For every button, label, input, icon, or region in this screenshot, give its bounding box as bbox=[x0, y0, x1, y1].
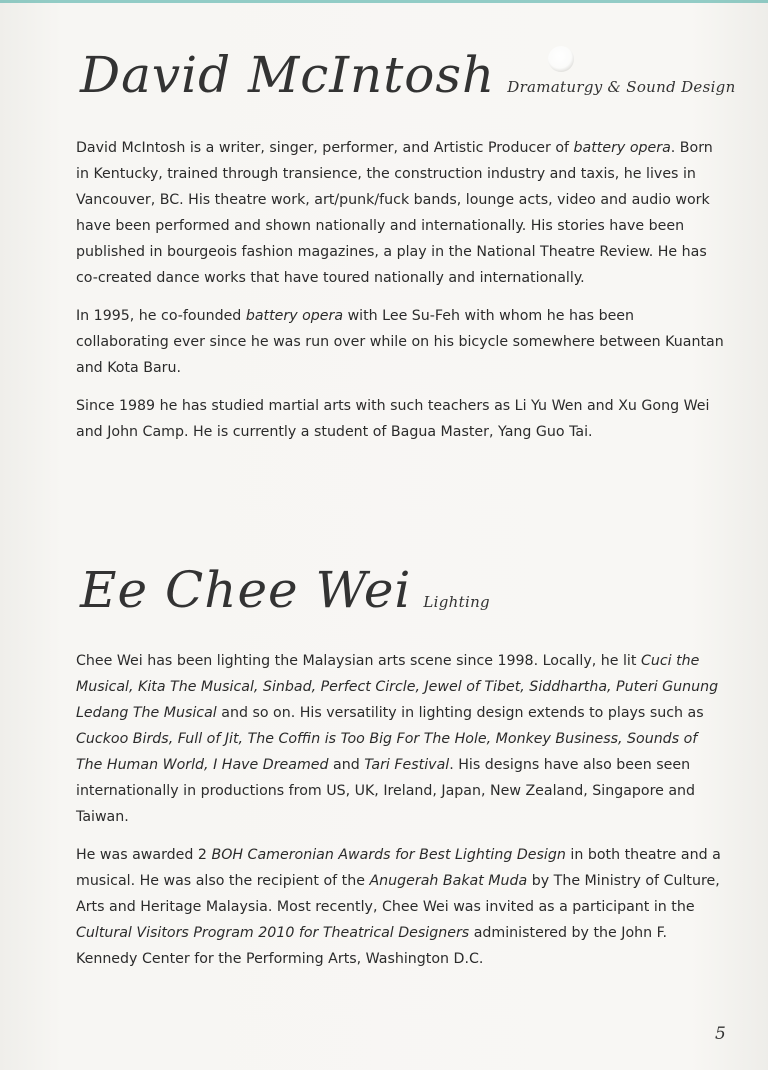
bio-paragraph bbox=[76, 648, 726, 830]
person-role: Lighting bbox=[423, 593, 490, 611]
italic-title-text: battery opera bbox=[573, 140, 671, 156]
body-text: in both theatre and a musical. He was also the recipient of the bbox=[76, 847, 721, 889]
body-text: David McIntosh is a writer, singer, performer, and Artistic Producer of bbox=[76, 140, 574, 156]
italic-title-text: Cuckoo Birds, Full of Jit, The Coffin is Too Big For The Hole, Monkey Business, Sounds of The Human World, I Have Dreamed bbox=[76, 731, 698, 773]
italic-title-text: Tari Festival bbox=[364, 757, 450, 773]
body-text: Since 1989 he has studied martial arts with such teachers as Li Yu Wen and Xu Gong Wei and John Camp. He is currently a student of Bagua Master, Yang Guo Tai. bbox=[76, 398, 710, 440]
body-text: . Born in Kentucky, trained through transience, the construction industry and taxis, he lives in Vancouver, BC. His theatre work, art/punk/fuck bands, lounge acts, video and audio work have been performed and shown nationally and internationally. His stories have been published in bourgeois fashion magazines, a play in the National Theatre Review. He has co-created dance works that have toured nationally and internationally. bbox=[76, 140, 713, 286]
body-text: with Lee Su-Feh with whom he has been collaborating ever since he was run over while on his bicycle somewhere between Kuantan and Kota Baru. bbox=[76, 308, 724, 376]
person-name: David McIntosh bbox=[80, 46, 496, 104]
italic-title-text: Cuci the Musical, Kita The Musical, Sinbad, Perfect Circle, Jewel of Tibet, Siddhartha, Puteri Gunung Ledang The Musical bbox=[76, 653, 719, 721]
bio-paragraph bbox=[76, 842, 726, 972]
bio-ee-chee-wei bbox=[76, 648, 726, 984]
italic-title-text: BOH Cameronian Awards for Best Lighting Design bbox=[211, 847, 566, 863]
person-name: Ee Chee Wei bbox=[80, 561, 412, 619]
page-top-edge bbox=[0, 0, 768, 3]
body-text: by The Ministry of Culture, Arts and Heritage Malaysia. Most recently, Chee Wei was invited as a participant in the bbox=[76, 873, 720, 915]
body-text: and so on. His versatility in lighting design extends to plays such as bbox=[216, 705, 704, 721]
body-text: and bbox=[328, 757, 365, 773]
section-heading-david-mcintosh bbox=[80, 46, 736, 104]
italic-title-text: Anugerah Bakat Muda bbox=[369, 873, 528, 889]
bio-paragraph bbox=[76, 393, 726, 445]
section-heading-ee-chee-wei bbox=[80, 561, 490, 619]
body-text: He was awarded 2 bbox=[76, 847, 212, 863]
bio-paragraph bbox=[76, 303, 726, 381]
bio-paragraph bbox=[76, 135, 726, 291]
page-number: 5 bbox=[715, 1024, 726, 1044]
body-text: . His designs have also been seen internationally in productions from US, UK, Ireland, Japan, New Zealand, Singapore and Taiwan. bbox=[76, 757, 696, 825]
body-text: In 1995, he co-founded bbox=[76, 308, 246, 324]
bio-david-mcintosh bbox=[76, 135, 726, 457]
body-text: Chee Wei has been lighting the Malaysian arts scene since 1998. Locally, he lit bbox=[76, 653, 641, 669]
italic-title-text: battery opera bbox=[245, 308, 344, 324]
person-role: Dramaturgy & Sound Design bbox=[507, 78, 736, 96]
body-text: administered by the John F. Kennedy Center for the Performing Arts, Washington D.C. bbox=[76, 925, 668, 967]
italic-title-text: Cultural Visitors Program 2010 for Theatrical Designers bbox=[76, 925, 470, 941]
